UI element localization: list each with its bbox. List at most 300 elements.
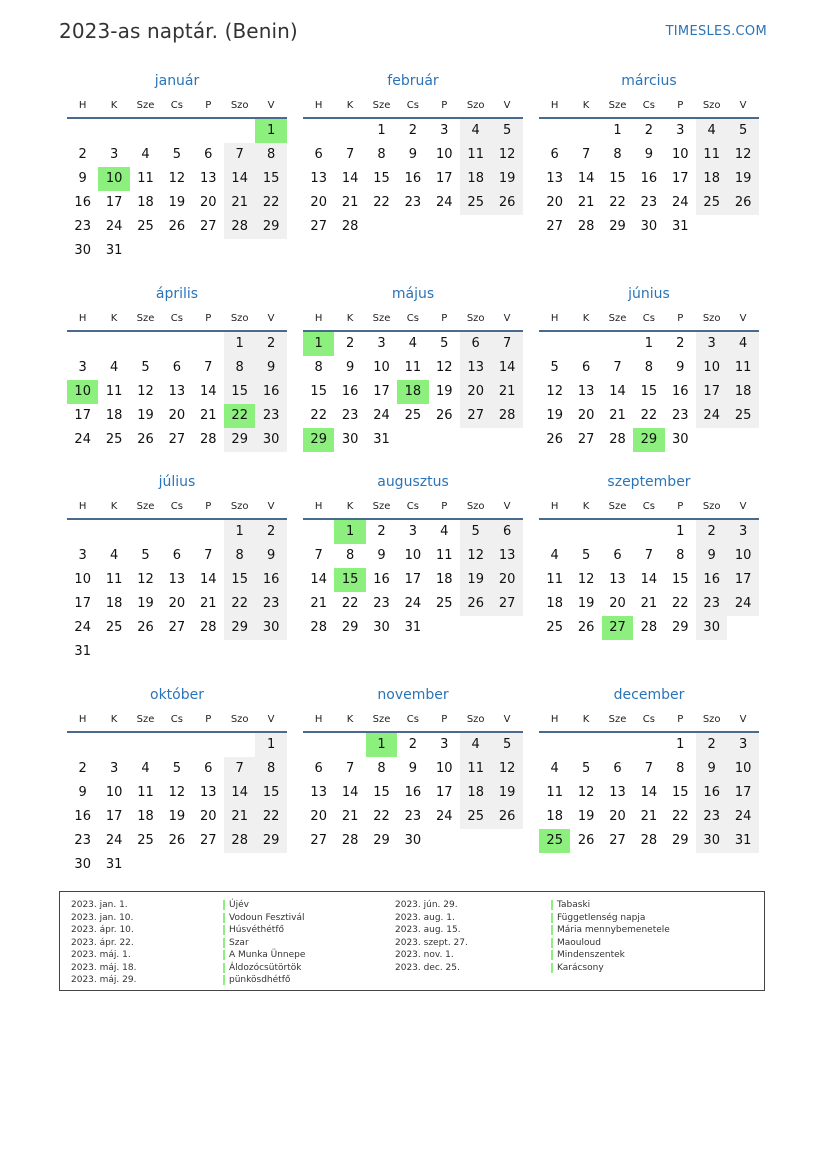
day-cell: 3 bbox=[696, 332, 727, 356]
day-cell: 18 bbox=[137, 809, 154, 824]
day-cell: 25 bbox=[137, 833, 154, 848]
day-cell: 22 bbox=[609, 195, 626, 210]
weekday-header: Szo bbox=[466, 313, 485, 324]
legend-entry bbox=[60, 974, 760, 986]
legend-date: 2023. dec. 25. bbox=[395, 962, 460, 973]
holiday-marker-icon bbox=[223, 975, 225, 985]
day-cell: 4 bbox=[696, 119, 727, 143]
day-cell: 9 bbox=[696, 757, 727, 781]
day-cell: 11 bbox=[436, 548, 453, 563]
day-cell: 6 bbox=[460, 332, 491, 356]
day-cell: 5 bbox=[491, 119, 522, 143]
day-cell: 9 bbox=[78, 171, 87, 186]
weekday-header: Sze bbox=[136, 714, 155, 725]
legend-date: 2023. jan. 1. bbox=[71, 900, 128, 910]
day-cell: 16 bbox=[696, 781, 727, 805]
day-cell: 21 bbox=[224, 191, 255, 215]
weekday-header: V bbox=[739, 100, 747, 111]
day-cell: 8 bbox=[377, 761, 386, 776]
holiday-day-cell: 29 bbox=[303, 428, 334, 452]
day-cell: 30 bbox=[640, 219, 658, 234]
day-cell: 12 bbox=[491, 757, 522, 781]
weekday-header: Cs bbox=[642, 313, 655, 324]
weekday-header: P bbox=[677, 501, 684, 512]
weekday-header: Szo bbox=[466, 714, 485, 725]
day-cell: 7 bbox=[581, 147, 591, 162]
weekday-header: V bbox=[503, 313, 511, 324]
day-cell: 2 bbox=[696, 733, 727, 757]
day-cell: 17 bbox=[727, 568, 758, 592]
day-cell: 27 bbox=[168, 620, 186, 635]
day-cell: 23 bbox=[373, 596, 390, 611]
day-cell: 23 bbox=[404, 195, 422, 210]
weekday-header: P bbox=[677, 313, 684, 324]
weekday-header: P bbox=[441, 714, 448, 725]
day-cell: 5 bbox=[141, 548, 150, 563]
day-cell: 6 bbox=[172, 548, 182, 563]
day-cell: 7 bbox=[345, 147, 355, 162]
weekday-header: K bbox=[110, 100, 118, 111]
brand-link[interactable]: TIMESLES.COM bbox=[665, 24, 767, 39]
day-cell: 11 bbox=[137, 785, 154, 800]
holiday-marker-icon bbox=[551, 963, 553, 973]
day-cell: 6 bbox=[613, 548, 622, 563]
day-cell: 2 bbox=[345, 336, 355, 351]
day-cell: 20 bbox=[168, 596, 186, 611]
holiday-day-cell: 10 bbox=[67, 380, 98, 404]
day-cell: 9 bbox=[255, 356, 286, 380]
month-name: január bbox=[154, 73, 200, 89]
day-cell: 28 bbox=[609, 432, 626, 447]
legend-entry bbox=[60, 912, 760, 924]
day-cell: 27 bbox=[460, 404, 491, 428]
day-cell: 21 bbox=[224, 805, 255, 829]
day-cell: 12 bbox=[491, 143, 522, 167]
legend-date: 2023. jan. 10. bbox=[71, 912, 134, 923]
day-cell: 10 bbox=[404, 548, 422, 563]
weekday-header: V bbox=[267, 100, 275, 111]
day-cell: 18 bbox=[137, 195, 154, 210]
day-cell: 14 bbox=[609, 384, 626, 399]
day-cell: 11 bbox=[137, 171, 154, 186]
day-cell: 9 bbox=[644, 147, 654, 162]
day-cell: 12 bbox=[546, 384, 563, 399]
day-cell: 30 bbox=[74, 243, 91, 258]
day-cell: 20 bbox=[200, 195, 217, 210]
day-cell: 20 bbox=[491, 568, 522, 592]
day-cell: 7 bbox=[644, 761, 654, 776]
day-cell: 8 bbox=[314, 360, 323, 375]
weekday-header: V bbox=[739, 313, 747, 324]
day-cell: 15 bbox=[672, 572, 689, 587]
day-cell: 28 bbox=[200, 620, 217, 635]
weekday-header: K bbox=[582, 100, 590, 111]
day-cell: 11 bbox=[696, 143, 727, 167]
day-cell: 21 bbox=[341, 195, 359, 210]
day-cell: 16 bbox=[74, 195, 91, 210]
day-cell: 6 bbox=[581, 360, 591, 375]
day-cell: 8 bbox=[644, 360, 654, 375]
day-cell: 31 bbox=[105, 243, 123, 258]
weekday-header: V bbox=[503, 501, 511, 512]
legend-entry bbox=[60, 962, 760, 974]
weekday-header: K bbox=[110, 313, 118, 324]
day-cell: 3 bbox=[109, 761, 119, 776]
day-cell: 27 bbox=[491, 592, 522, 616]
day-cell: 15 bbox=[373, 785, 390, 800]
day-cell: 4 bbox=[460, 119, 491, 143]
day-cell: 10 bbox=[696, 356, 727, 380]
day-cell: 30 bbox=[255, 428, 286, 452]
day-cell: 22 bbox=[672, 596, 689, 611]
day-cell: 6 bbox=[172, 360, 182, 375]
day-cell: 10 bbox=[727, 757, 758, 781]
legend-holiday-label: Karácsony bbox=[557, 962, 604, 973]
day-cell: 26 bbox=[137, 432, 154, 447]
legend-holiday-name bbox=[223, 974, 290, 986]
day-cell: 6 bbox=[204, 761, 213, 776]
day-cell: 7 bbox=[345, 761, 355, 776]
weekday-header: Cs bbox=[170, 313, 183, 324]
day-cell: 30 bbox=[672, 432, 689, 447]
day-cell: 24 bbox=[373, 408, 390, 423]
legend-holiday-name bbox=[551, 962, 604, 974]
weekday-header: P bbox=[205, 714, 212, 725]
weekday-header: K bbox=[110, 714, 118, 725]
weekday-header: Sze bbox=[608, 100, 627, 111]
day-cell: 20 bbox=[460, 380, 491, 404]
holiday-day-cell: 10 bbox=[98, 167, 129, 191]
day-cell: 23 bbox=[696, 805, 727, 829]
weekday-header: H bbox=[550, 100, 559, 111]
weekday-header: Szo bbox=[466, 100, 485, 111]
day-cell: 9 bbox=[377, 548, 386, 563]
day-cell: 27 bbox=[310, 833, 327, 848]
weekday-header: Cs bbox=[406, 714, 419, 725]
legend-holiday-label: Vodoun Fesztivál bbox=[229, 912, 305, 923]
weekday-header: H bbox=[550, 714, 559, 725]
weekday-header: Cs bbox=[406, 100, 419, 111]
day-cell: 20 bbox=[168, 408, 186, 423]
day-cell: 3 bbox=[727, 733, 758, 757]
day-cell: 4 bbox=[141, 761, 150, 776]
month-name: május bbox=[391, 286, 435, 302]
day-cell: 29 bbox=[224, 616, 255, 640]
day-cell: 22 bbox=[255, 191, 286, 215]
day-cell: 17 bbox=[696, 380, 727, 404]
day-cell: 24 bbox=[74, 620, 91, 635]
day-cell: 29 bbox=[609, 219, 626, 234]
day-cell: 16 bbox=[373, 572, 390, 587]
day-cell: 19 bbox=[168, 809, 186, 824]
weekday-header: P bbox=[205, 100, 212, 111]
day-cell: 10 bbox=[672, 147, 689, 162]
weekday-header: H bbox=[78, 313, 87, 324]
day-cell: 24 bbox=[404, 596, 422, 611]
day-cell: 18 bbox=[436, 572, 453, 587]
legend-holiday-label: Mindenszentek bbox=[557, 950, 625, 960]
holiday-day-cell: 29 bbox=[633, 428, 664, 452]
month-name: június bbox=[628, 286, 670, 302]
month-name: november bbox=[377, 687, 449, 703]
weekday-header: Sze bbox=[608, 501, 627, 512]
day-cell: 14 bbox=[640, 572, 658, 587]
weekday-header: H bbox=[314, 501, 323, 512]
day-cell: 21 bbox=[640, 809, 658, 824]
day-cell: 9 bbox=[408, 147, 418, 162]
weekday-header: H bbox=[314, 100, 323, 111]
day-cell: 15 bbox=[255, 781, 286, 805]
day-cell: 2 bbox=[377, 524, 386, 539]
day-cell: 21 bbox=[640, 596, 658, 611]
day-cell: 4 bbox=[109, 548, 119, 563]
day-cell: 20 bbox=[310, 195, 327, 210]
day-cell: 3 bbox=[727, 520, 758, 544]
day-cell: 1 bbox=[676, 737, 685, 752]
day-cell: 14 bbox=[577, 171, 595, 186]
legend-holiday-label: Áldozócsütörtök bbox=[229, 962, 302, 973]
day-cell: 26 bbox=[727, 191, 758, 215]
day-cell: 10 bbox=[436, 761, 453, 776]
day-cell: 21 bbox=[491, 380, 522, 404]
month-name: december bbox=[613, 687, 685, 703]
day-cell: 10 bbox=[105, 785, 123, 800]
weekday-header: Cs bbox=[170, 501, 183, 512]
holiday-marker-icon bbox=[551, 900, 553, 910]
day-cell: 16 bbox=[255, 568, 286, 592]
day-cell: 25 bbox=[137, 219, 154, 234]
legend-date: 2023. máj. 18. bbox=[71, 962, 137, 973]
weekday-header: Cs bbox=[406, 501, 419, 512]
day-cell: 15 bbox=[224, 380, 255, 404]
holiday-marker-icon bbox=[551, 913, 553, 923]
day-cell: 10 bbox=[436, 147, 453, 162]
day-cell: 1 bbox=[676, 524, 685, 539]
day-cell: 14 bbox=[224, 167, 255, 191]
day-cell: 4 bbox=[550, 548, 559, 563]
day-cell: 22 bbox=[373, 809, 390, 824]
day-cell: 5 bbox=[491, 733, 522, 757]
day-cell: 13 bbox=[310, 171, 327, 186]
day-cell: 8 bbox=[255, 757, 286, 781]
day-cell: 20 bbox=[577, 408, 595, 423]
day-cell: 17 bbox=[672, 171, 689, 186]
day-cell: 12 bbox=[168, 171, 186, 186]
holiday-day-cell: 1 bbox=[334, 520, 365, 544]
day-cell: 31 bbox=[74, 644, 91, 659]
legend-holiday-name bbox=[551, 937, 601, 949]
day-cell: 26 bbox=[546, 432, 563, 447]
day-cell: 9 bbox=[676, 360, 685, 375]
day-cell: 2 bbox=[255, 332, 286, 356]
day-cell: 24 bbox=[436, 809, 453, 824]
weekday-header: Szo bbox=[230, 501, 249, 512]
day-cell: 12 bbox=[577, 572, 595, 587]
holiday-day-cell: 15 bbox=[334, 568, 365, 592]
weekday-header: H bbox=[78, 100, 87, 111]
day-cell: 16 bbox=[74, 809, 91, 824]
day-cell: 2 bbox=[78, 761, 87, 776]
day-cell: 1 bbox=[224, 520, 255, 544]
weekday-header: Sze bbox=[372, 501, 391, 512]
day-cell: 4 bbox=[141, 147, 150, 162]
day-cell: 25 bbox=[404, 408, 422, 423]
day-cell: 28 bbox=[577, 219, 595, 234]
day-cell: 8 bbox=[224, 544, 255, 568]
day-cell: 2 bbox=[408, 123, 418, 138]
day-cell: 17 bbox=[74, 408, 91, 423]
day-cell: 11 bbox=[404, 360, 422, 375]
day-cell: 8 bbox=[613, 147, 622, 162]
day-cell: 18 bbox=[546, 596, 563, 611]
weekday-header: V bbox=[739, 714, 747, 725]
day-cell: 14 bbox=[200, 384, 217, 399]
day-cell: 24 bbox=[105, 219, 123, 234]
weekday-header: H bbox=[314, 313, 323, 324]
weekday-header: H bbox=[314, 714, 323, 725]
day-cell: 26 bbox=[168, 219, 186, 234]
legend-holiday-label: Szar bbox=[229, 937, 249, 948]
day-cell: 18 bbox=[460, 167, 491, 191]
weekday-header: P bbox=[441, 501, 448, 512]
day-cell: 22 bbox=[341, 596, 359, 611]
day-cell: 10 bbox=[727, 544, 758, 568]
day-cell: 27 bbox=[310, 219, 327, 234]
weekday-header: Sze bbox=[372, 714, 391, 725]
day-cell: 20 bbox=[609, 809, 626, 824]
day-cell: 11 bbox=[546, 572, 563, 587]
day-cell: 21 bbox=[577, 195, 595, 210]
day-cell: 16 bbox=[255, 380, 286, 404]
day-cell: 28 bbox=[200, 432, 217, 447]
day-cell: 8 bbox=[676, 761, 685, 776]
day-cell: 11 bbox=[105, 384, 123, 399]
day-cell: 24 bbox=[727, 592, 758, 616]
day-cell: 23 bbox=[640, 195, 658, 210]
day-cell: 17 bbox=[436, 171, 453, 186]
legend-holiday-name bbox=[551, 912, 645, 924]
day-cell: 3 bbox=[78, 360, 87, 375]
weekday-header: H bbox=[550, 501, 559, 512]
day-cell: 25 bbox=[436, 596, 453, 611]
day-cell: 4 bbox=[727, 332, 758, 356]
day-cell: 28 bbox=[491, 404, 522, 428]
day-cell: 4 bbox=[460, 733, 491, 757]
weekday-header: P bbox=[677, 100, 684, 111]
legend-holiday-label: Tabaski bbox=[557, 900, 591, 910]
day-cell: 25 bbox=[105, 620, 123, 635]
day-cell: 20 bbox=[200, 809, 217, 824]
day-cell: 29 bbox=[672, 833, 689, 848]
day-cell: 20 bbox=[546, 195, 563, 210]
day-cell: 28 bbox=[341, 219, 359, 234]
day-cell: 30 bbox=[696, 616, 727, 640]
day-cell: 12 bbox=[436, 360, 453, 375]
day-cell: 18 bbox=[696, 167, 727, 191]
day-cell: 31 bbox=[727, 829, 758, 853]
holiday-day-cell: 25 bbox=[539, 829, 570, 853]
day-cell: 15 bbox=[609, 171, 626, 186]
day-cell: 22 bbox=[640, 408, 658, 423]
day-cell: 17 bbox=[105, 809, 123, 824]
day-cell: 15 bbox=[224, 568, 255, 592]
weekday-header: K bbox=[582, 501, 590, 512]
day-cell: 7 bbox=[204, 360, 213, 375]
day-cell: 5 bbox=[581, 761, 591, 776]
day-cell: 11 bbox=[460, 143, 491, 167]
legend-date: 2023. szept. 27. bbox=[395, 937, 468, 948]
day-cell: 26 bbox=[577, 833, 595, 848]
day-cell: 25 bbox=[546, 620, 563, 635]
day-cell: 7 bbox=[224, 143, 255, 167]
day-cell: 21 bbox=[609, 408, 626, 423]
month-name: augusztus bbox=[377, 474, 449, 490]
weekday-header: Cs bbox=[170, 100, 183, 111]
day-cell: 31 bbox=[672, 219, 689, 234]
day-cell: 3 bbox=[377, 336, 386, 351]
day-cell: 11 bbox=[546, 785, 563, 800]
day-cell: 13 bbox=[168, 572, 186, 587]
weekday-header: Szo bbox=[466, 501, 485, 512]
page-title: 2023-as naptár. (Benin) bbox=[59, 19, 298, 43]
legend-holiday-label: Újév bbox=[229, 900, 249, 910]
legend-holiday-name bbox=[551, 949, 625, 961]
day-cell: 10 bbox=[74, 572, 91, 587]
day-cell: 17 bbox=[105, 195, 123, 210]
legend-holiday-label: Húsvéthétfő bbox=[229, 925, 284, 935]
day-cell: 12 bbox=[137, 572, 154, 587]
day-cell: 19 bbox=[577, 809, 595, 824]
weekday-header: K bbox=[582, 313, 590, 324]
day-cell: 18 bbox=[727, 380, 758, 404]
day-cell: 24 bbox=[105, 833, 123, 848]
day-cell: 14 bbox=[200, 572, 217, 587]
weekday-header: Cs bbox=[642, 501, 655, 512]
day-cell: 2 bbox=[255, 520, 286, 544]
day-cell: 7 bbox=[613, 360, 622, 375]
holiday-day-cell: 18 bbox=[397, 380, 428, 404]
weekday-header: V bbox=[739, 501, 747, 512]
day-cell: 26 bbox=[460, 592, 491, 616]
weekday-header: Sze bbox=[136, 313, 155, 324]
day-cell: 5 bbox=[460, 520, 491, 544]
day-cell: 14 bbox=[310, 572, 327, 587]
legend-date: 2023. aug. 15. bbox=[395, 925, 461, 935]
legend-holiday-label: Maouloud bbox=[557, 937, 601, 948]
day-cell: 29 bbox=[255, 829, 286, 853]
month-name: április bbox=[155, 286, 199, 302]
legend-entry bbox=[60, 924, 760, 936]
day-cell: 24 bbox=[696, 404, 727, 428]
weekday-header: Szo bbox=[702, 714, 721, 725]
day-cell: 10 bbox=[373, 360, 390, 375]
weekday-header: Sze bbox=[608, 313, 627, 324]
day-cell: 13 bbox=[460, 356, 491, 380]
holiday-day-cell: 1 bbox=[255, 119, 286, 143]
day-cell: 31 bbox=[404, 620, 422, 635]
day-cell: 28 bbox=[310, 620, 327, 635]
day-cell: 22 bbox=[672, 809, 689, 824]
day-cell: 1 bbox=[224, 332, 255, 356]
day-cell: 29 bbox=[672, 620, 689, 635]
day-cell: 25 bbox=[460, 805, 491, 829]
day-cell: 19 bbox=[577, 596, 595, 611]
month-name: március bbox=[621, 73, 677, 89]
day-cell: 26 bbox=[491, 191, 522, 215]
day-cell: 13 bbox=[310, 785, 327, 800]
day-cell: 29 bbox=[373, 833, 390, 848]
day-cell: 19 bbox=[137, 408, 154, 423]
